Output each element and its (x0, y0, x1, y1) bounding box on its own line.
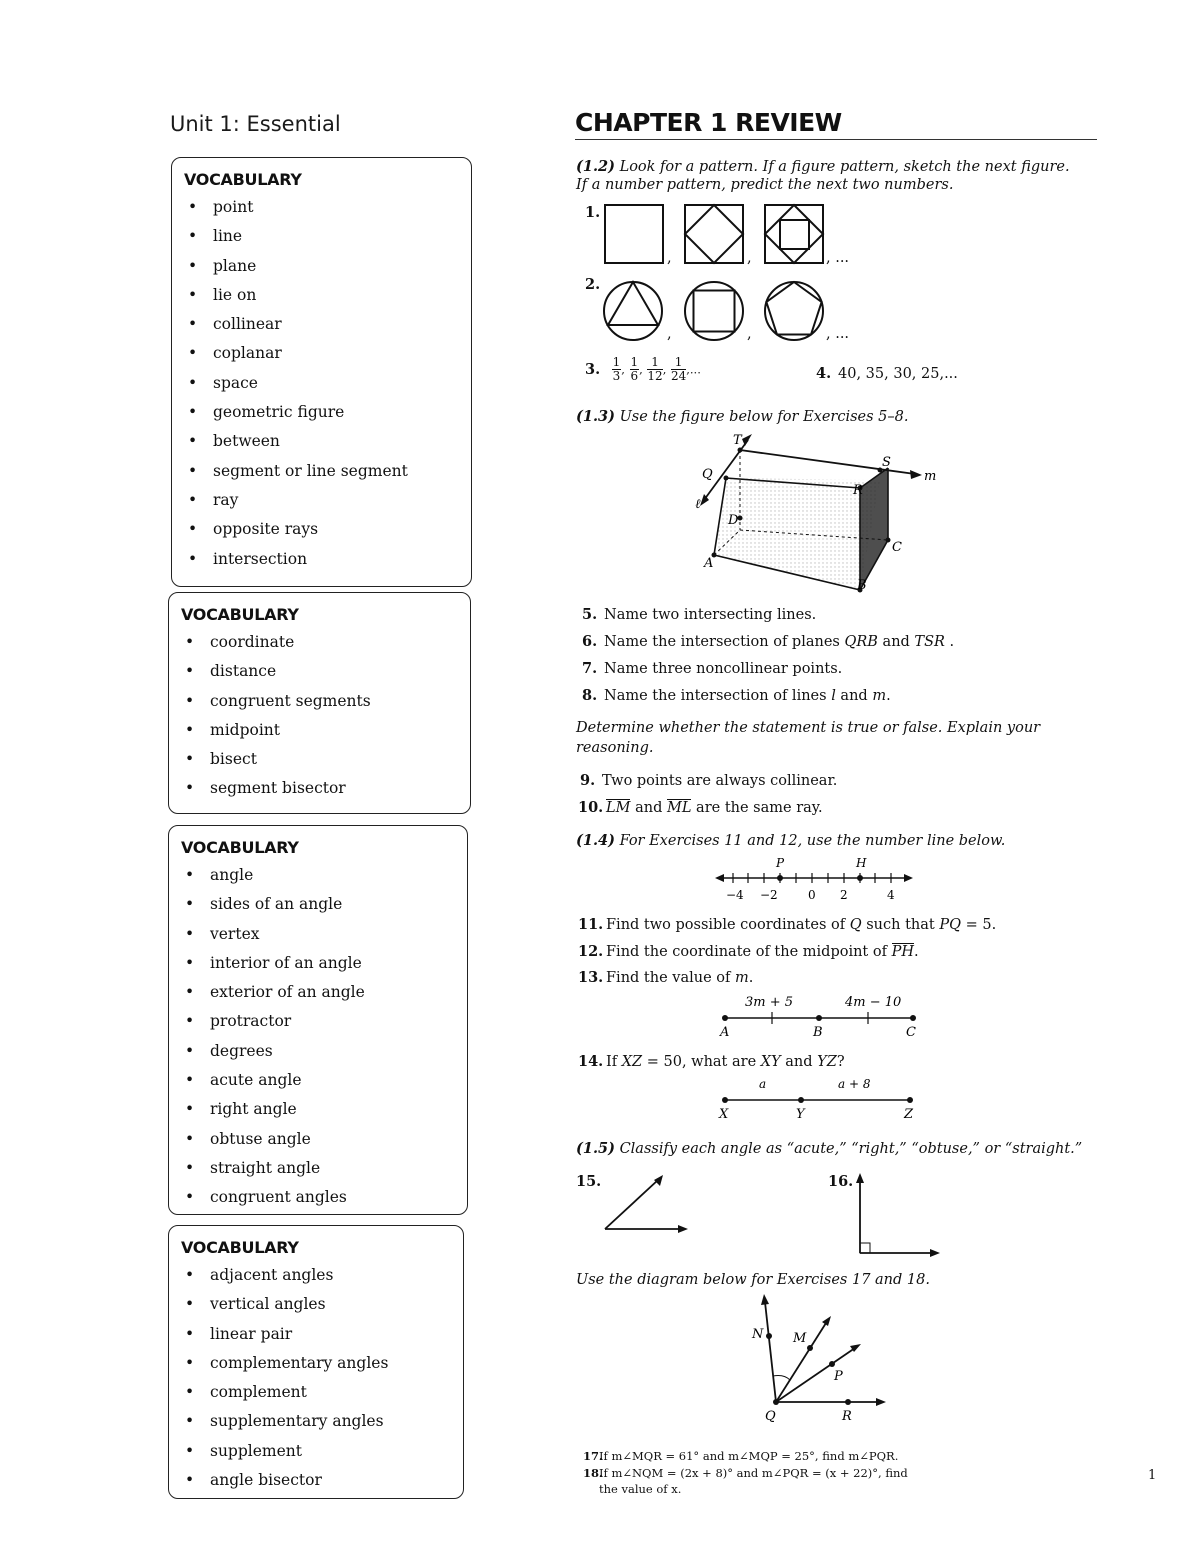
point-label: P (776, 856, 785, 870)
vocabulary-item: • coplanar (184, 339, 459, 368)
true-false-instruction-line2: reasoning. (576, 740, 654, 756)
line-label: m (924, 469, 937, 484)
point-label: B (813, 1025, 823, 1040)
unit-title: Unit 1: Essential (170, 112, 341, 136)
vocabulary-item: • segment bisector (181, 774, 458, 803)
segment-abc-figure (715, 992, 925, 1044)
vocabulary-item: • intersection (184, 545, 459, 574)
vocabulary-item: • angle (181, 861, 455, 890)
point-label: Q (702, 467, 713, 482)
segment-label: a (759, 1077, 767, 1091)
question-4: 4. 40, 35, 30, 25,... (816, 365, 958, 382)
question-18: 18.If m∠NQM = (2x + 8)° and m∠PQR = (x + 22)°, find (583, 1466, 908, 1480)
instruction-1-4: (1.4) For Exercises 11 and 12, use the number line below. (576, 832, 1006, 849)
segment-label: 4m − 10 (845, 995, 902, 1010)
true-false-instruction: Determine whether the statement is true or false. Explain your (576, 720, 1041, 736)
comma: , (667, 250, 672, 266)
vocabulary-item: • collinear (184, 310, 459, 339)
vocabulary-list (184, 193, 459, 574)
tick-label: 0 (808, 888, 816, 902)
point-label: R (842, 1409, 852, 1424)
vocabulary-box-1 (171, 157, 472, 587)
comma: , (747, 326, 752, 342)
tick-label: 4 (887, 888, 895, 902)
vocabulary-item: • adjacent angles (181, 1261, 451, 1290)
vocabulary-heading: VOCABULARY (184, 170, 302, 189)
point-label: Y (796, 1107, 805, 1122)
page-number: 1 (1148, 1468, 1157, 1483)
vocabulary-item: • angle bisector (181, 1466, 451, 1495)
vocabulary-box-4 (168, 1225, 464, 1499)
vocabulary-heading: VOCABULARY (181, 605, 299, 624)
vocabulary-item: • supplementary angles (181, 1407, 451, 1436)
right-angle-figure (850, 1170, 950, 1260)
vocabulary-item: • straight angle (181, 1154, 455, 1183)
comma: , (747, 250, 752, 266)
vocabulary-item: • point (184, 193, 459, 222)
question-5: 5. Name two intersecting lines. (582, 606, 817, 623)
number-line-figure (715, 852, 915, 904)
instruction-1-3: (1.3) Use the figure below for Exercises 5–8. (576, 408, 909, 425)
vocabulary-item: • line (184, 222, 459, 251)
comma: , (667, 326, 672, 342)
vocabulary-item: • distance (181, 657, 458, 686)
vocabulary-item: • bisect (181, 745, 458, 774)
question-6: 6. Name the intersection of planes QRB and TSR . (582, 633, 955, 650)
question-15-number: 15. (576, 1173, 602, 1190)
question-16-number: 16. (828, 1173, 854, 1190)
instruction-1-5: (1.5) Classify each angle as “acute,” “right,” “obtuse,” or “straight.” (576, 1140, 1083, 1157)
vocabulary-box-2 (168, 592, 471, 814)
question-10: 10. LM and ML are the same ray. (578, 799, 823, 816)
segment-label: 3m + 5 (745, 995, 794, 1010)
vocabulary-item: • congruent angles (181, 1183, 455, 1212)
point-label: S (882, 455, 891, 470)
vocabulary-list (181, 861, 455, 1213)
point-label: C (906, 1025, 916, 1040)
vocabulary-item: • protractor (181, 1007, 455, 1036)
diagram-instruction: Use the diagram below for Exercises 17 and 18. (576, 1272, 930, 1288)
question-9: 9. Two points are always collinear. (580, 772, 838, 789)
vocabulary-item: • exterior of an angle (181, 978, 455, 1007)
question-12: 12. Find the coordinate of the midpoint of PH. (578, 943, 919, 960)
instruction-1-2: (1.2) Look for a pattern. If a figure pattern, sketch the next figure. (576, 158, 1070, 175)
point-label: B (857, 578, 867, 593)
vocabulary-item: • plane (184, 252, 459, 281)
point-label: X (719, 1107, 729, 1122)
question-13: 13. Find the value of m. (578, 969, 754, 986)
vocabulary-item: • geometric figure (184, 398, 459, 427)
point-label: C (892, 540, 902, 555)
vocabulary-item: • midpoint (181, 716, 458, 745)
point-label: H (856, 856, 867, 870)
vocabulary-heading: VOCABULARY (181, 1238, 299, 1257)
vocabulary-item: • lie on (184, 281, 459, 310)
point-label: R (853, 483, 863, 498)
segment-xyz-figure (715, 1074, 925, 1126)
point-label: P (834, 1369, 843, 1384)
vocabulary-list (181, 628, 458, 804)
vocabulary-item: • interior of an angle (181, 949, 455, 978)
chapter-title: CHAPTER 1 REVIEW (575, 108, 1097, 140)
segment-label: a + 8 (838, 1077, 871, 1091)
vocabulary-item: • coordinate (181, 628, 458, 657)
vocabulary-item: • vertical angles (181, 1290, 451, 1319)
point-label: A (720, 1025, 730, 1040)
point-label: D (728, 513, 739, 528)
vocabulary-item: • supplement (181, 1437, 451, 1466)
vocabulary-item: • linear pair (181, 1320, 451, 1349)
question-3: 3. $\frac{1}{3}$ , $\frac{1}{6}$ , $\frac{1}{12}$ , $\frac{1}{24}$ ,... (585, 355, 701, 383)
vocabulary-item: • right angle (181, 1095, 455, 1124)
vocabulary-item: • complement (181, 1378, 451, 1407)
vocabulary-item: • space (184, 369, 459, 398)
vocabulary-item: • opposite rays (184, 515, 459, 544)
question-7: 7. Name three noncollinear points. (582, 660, 843, 677)
question-2-number: 2. (585, 276, 601, 293)
vocabulary-item: • sides of an angle (181, 890, 455, 919)
line-label: ℓ (695, 497, 701, 512)
vocabulary-item: • acute angle (181, 1066, 455, 1095)
tick-label: −4 (726, 888, 744, 902)
vocabulary-item: • ray (184, 486, 459, 515)
acute-angle-figure (600, 1172, 695, 1237)
vocabulary-item: • between (184, 427, 459, 456)
point-label: M (793, 1331, 807, 1346)
vocabulary-box-3 (168, 825, 468, 1215)
question-8: 8. Name the intersection of lines l and m. (582, 687, 891, 704)
vocabulary-item: • congruent segments (181, 687, 458, 716)
ellipsis: , ... (826, 250, 850, 266)
vocabulary-item: • obtuse angle (181, 1125, 455, 1154)
vocabulary-item: • complementary angles (181, 1349, 451, 1378)
point-label: Q (765, 1409, 776, 1424)
vocabulary-item: • vertex (181, 920, 455, 949)
ellipsis: , ... (826, 326, 850, 342)
question-17: 17.If m∠MQR = 61° and m∠MQP = 25°, find m∠PQR. (583, 1449, 899, 1463)
point-label: Z (904, 1107, 914, 1122)
vocabulary-heading: VOCABULARY (181, 838, 299, 857)
tick-label: 2 (840, 888, 848, 902)
rectangular-prism-figure (690, 430, 950, 595)
point-label: T (733, 433, 742, 448)
vocabulary-list (181, 1261, 451, 1495)
point-label: A (704, 556, 714, 571)
question-1-number: 1. (585, 204, 601, 221)
tick-label: −2 (760, 888, 778, 902)
vocabulary-item: • segment or line segment (184, 457, 459, 486)
point-label: N (752, 1327, 764, 1342)
vocabulary-item: • degrees (181, 1037, 455, 1066)
question-14: 14. If XZ = 50, what are XY and YZ? (578, 1053, 845, 1070)
question-18-continued: the value of x. (599, 1482, 682, 1496)
instruction-1-2-line2: If a number pattern, predict the next two numbers. (576, 177, 954, 193)
angle-diagram-figure (740, 1290, 900, 1430)
question-11: 11. Find two possible coordinates of Q such that PQ = 5. (578, 916, 997, 933)
